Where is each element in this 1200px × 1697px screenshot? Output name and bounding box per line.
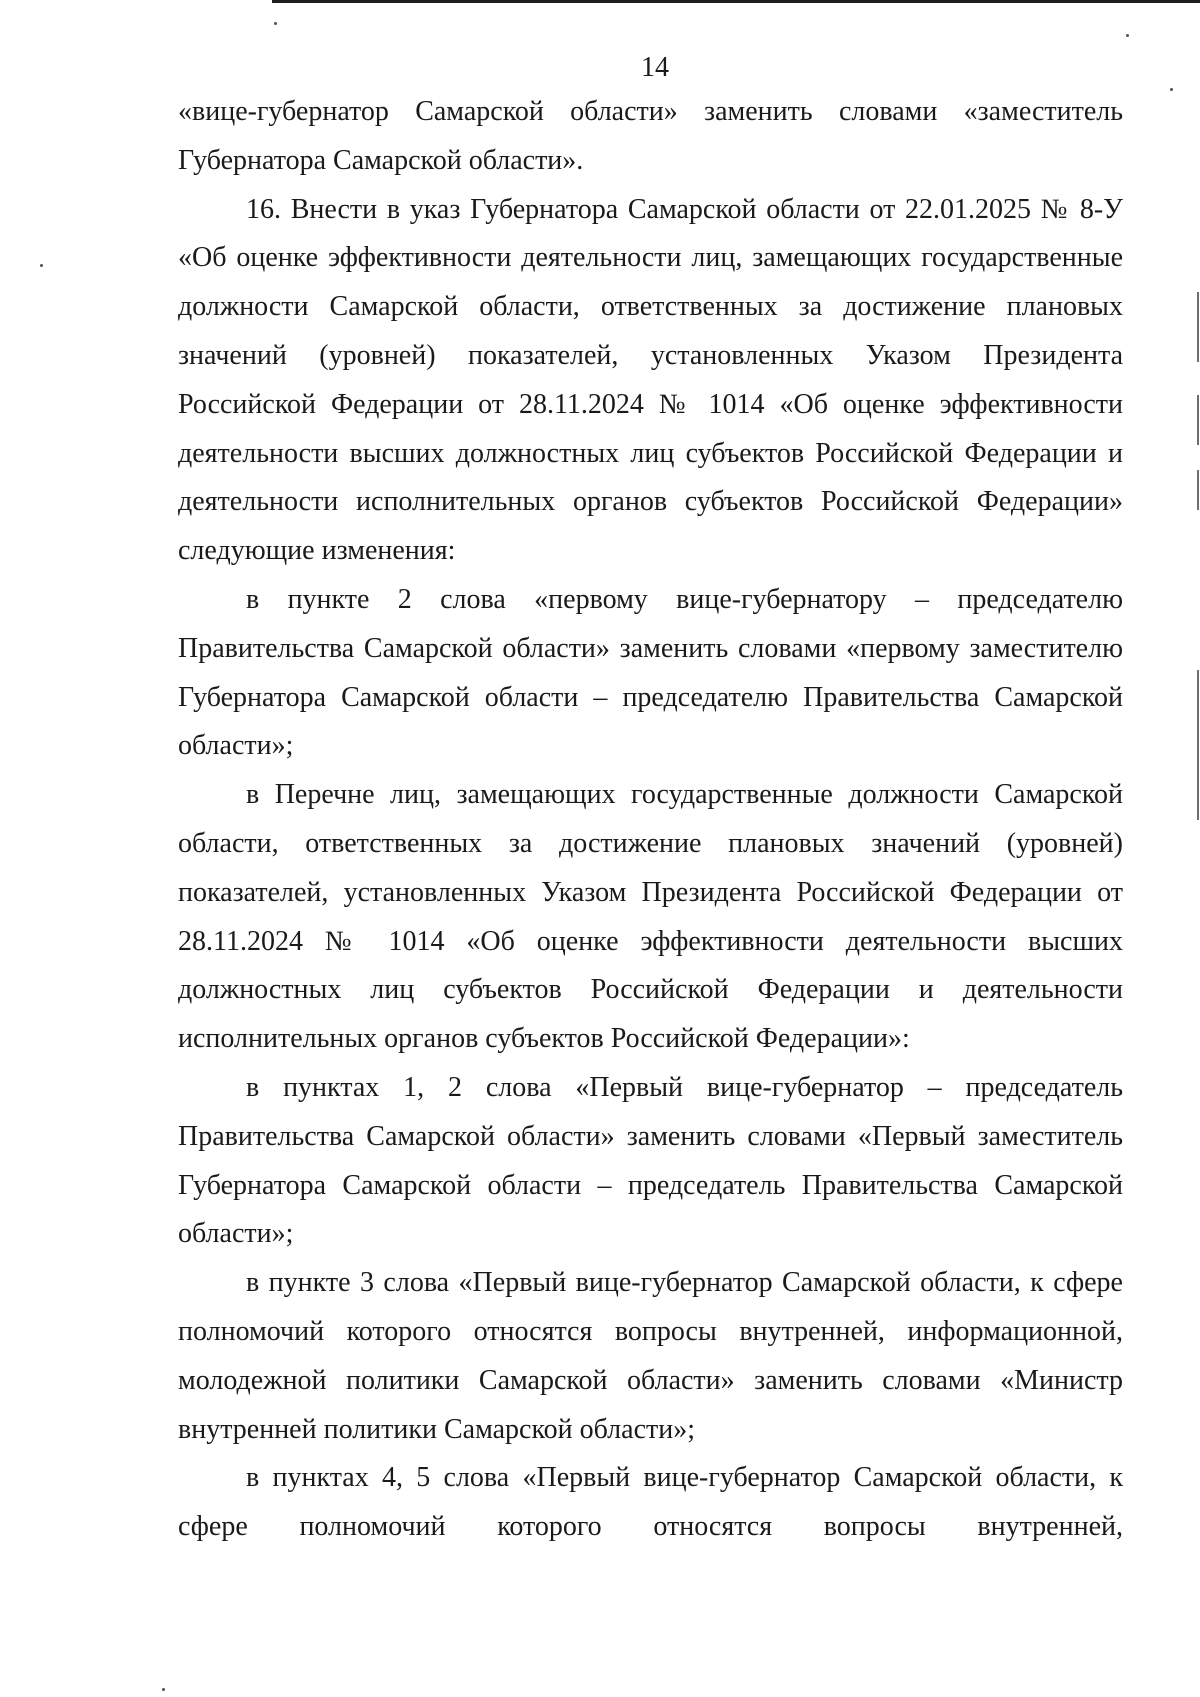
- page-number: 14: [641, 52, 669, 83]
- top-edge-line: [272, 0, 1200, 3]
- scan-mark: [1197, 292, 1199, 362]
- scan-speck: [162, 1688, 165, 1691]
- paragraph: в Перечне лиц, замещающих государственные должности Самарской области, ответственных за достижение плановых значений (уровней) показателей, установленных Указом Президента Российской Федерации от 28.11.2024 № 1014 «Об оценке эффективности деятельности высших должностных лиц субъектов Российской Федерации и деятельности исполнительных органов субъектов Российской Федерации»:: [178, 779, 1123, 1055]
- scan-mark: [1197, 670, 1199, 820]
- scan-speck: [274, 22, 277, 25]
- paragraph: в пунктах 4, 5 слова «Первый вице-губернатор Самарской области, к сфере полномочий которого относятся вопросы внутренней,: [178, 1462, 1123, 1543]
- scan-speck: [40, 264, 43, 267]
- scan-mark: [1197, 395, 1199, 445]
- scan-mark: [1197, 470, 1199, 510]
- paragraph: в пункте 3 слова «Первый вице-губернатор Самарской области, к сфере полномочий которого относятся вопросы внутренней, информационной, молодежной политики Самарской области» заменить словами «Министр внутренней политики Самарской области»;: [178, 1267, 1123, 1445]
- scan-speck: [1170, 88, 1173, 91]
- paragraph: в пунктах 1, 2 слова «Первый вице-губернатор – председатель Правительства Самарской области» заменить словами «Первый заместитель Губернатора Самарской области – председатель Правительства Самарской области»;: [178, 1071, 1123, 1250]
- document-body: [178, 88, 1123, 1552]
- paragraph: «вице-губернатор Самарской области» заменить словами «заместитель Губернатора Самарской области».: [178, 96, 1123, 176]
- paragraph: в пункте 2 слова «первому вице-губернатору – председателю Правительства Самарской области» заменить словами «первому заместителю Губернатора Самарской области – председателю Правительства Самарской области»;: [178, 583, 1123, 762]
- paragraph: 16. Внести в указ Губернатора Самарской области от 22.01.2025 № 8-У «Об оценке эффективности деятельности лиц, замещающих государственные должности Самарской области, ответственных за достижение плановых значений (уровней) показателей, установленных Указом Президента Российской Федерации от 28.11.2024 № 1014 «Об оценке эффективности деятельности высших должностных лиц субъектов Российской Федерации и деятельности исполнительных органов субъектов Российской Федерации» следующие изменения:: [178, 193, 1123, 567]
- scan-speck: [1126, 34, 1129, 37]
